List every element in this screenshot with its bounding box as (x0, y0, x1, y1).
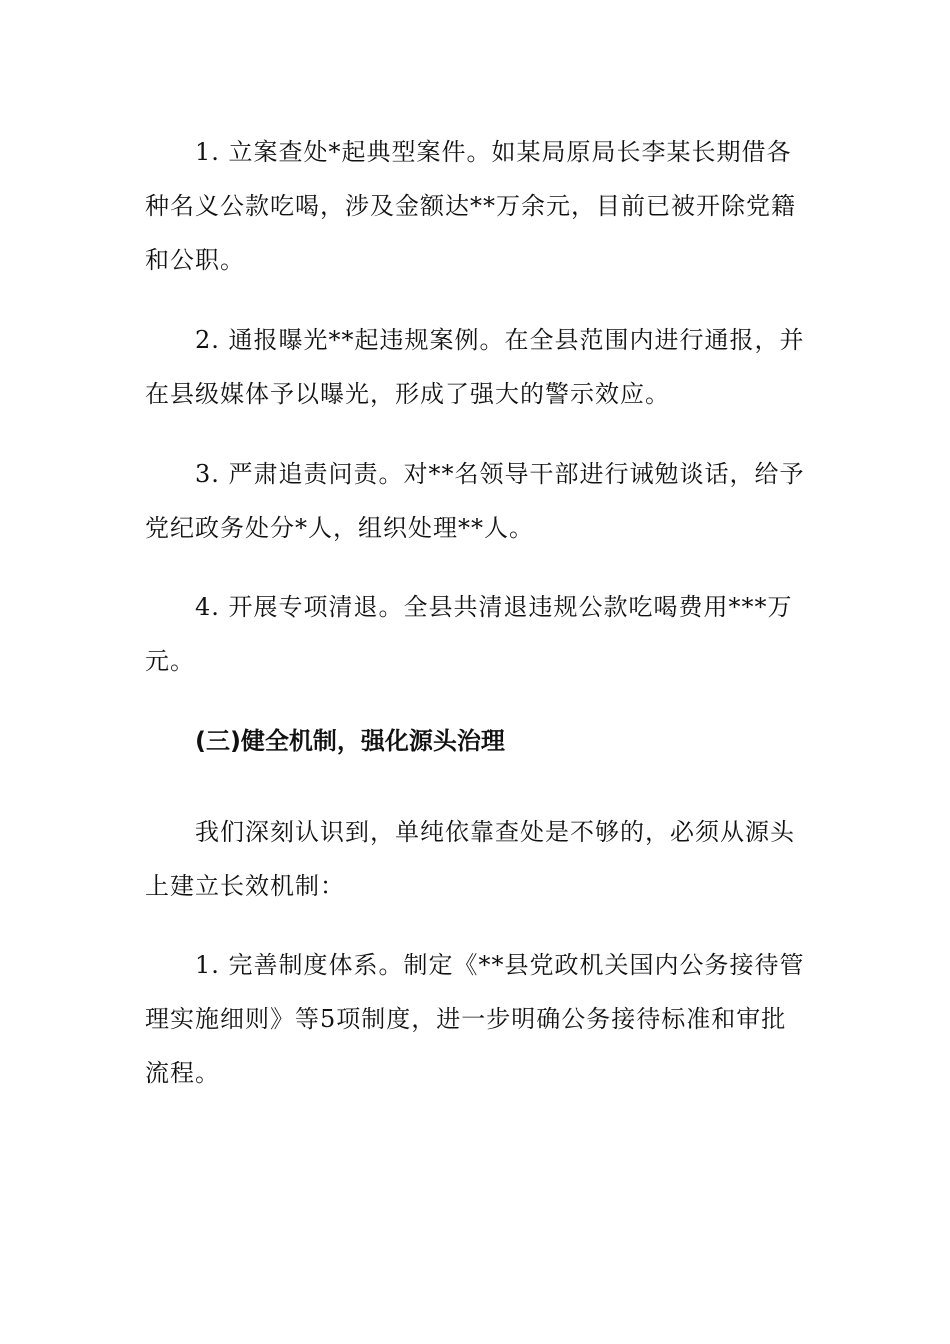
paragraph-special-cleanup: 4. 开展专项清退。全县共清退违规公款吃喝费用***万元。 (145, 593, 793, 675)
paragraph-public-exposure: 2. 通报曝光**起违规案例。在全县范围内进行通报，并在县级媒体予以曝光，形成了强大的警示效应。 (145, 326, 805, 408)
paragraph-case-investigation: 1. 立案查处*起典型案件。如某局原局长李某长期借各种名义公款吃喝，涉及金额达**万余元，目前已被开除党籍和公职。 (145, 138, 796, 274)
paragraph-intro: 我们深刻认识到，单纯依靠查处是不够的，必须从源头上建立长效机制： (145, 818, 795, 900)
paragraph-accountability: 3. 严肃追责问责。对**名领导干部进行诫勉谈话，给予党纪政务处分*人，组织处理**人。 (145, 460, 805, 542)
section-heading: (三)健全机制，强化源头治理 (195, 727, 505, 755)
paragraph-institution-building: 1. 完善制度体系。制定《**县党政机关国内公务接待管理实施细则》等5项制度，进一步明确公务接待标准和审批流程。 (145, 951, 805, 1087)
